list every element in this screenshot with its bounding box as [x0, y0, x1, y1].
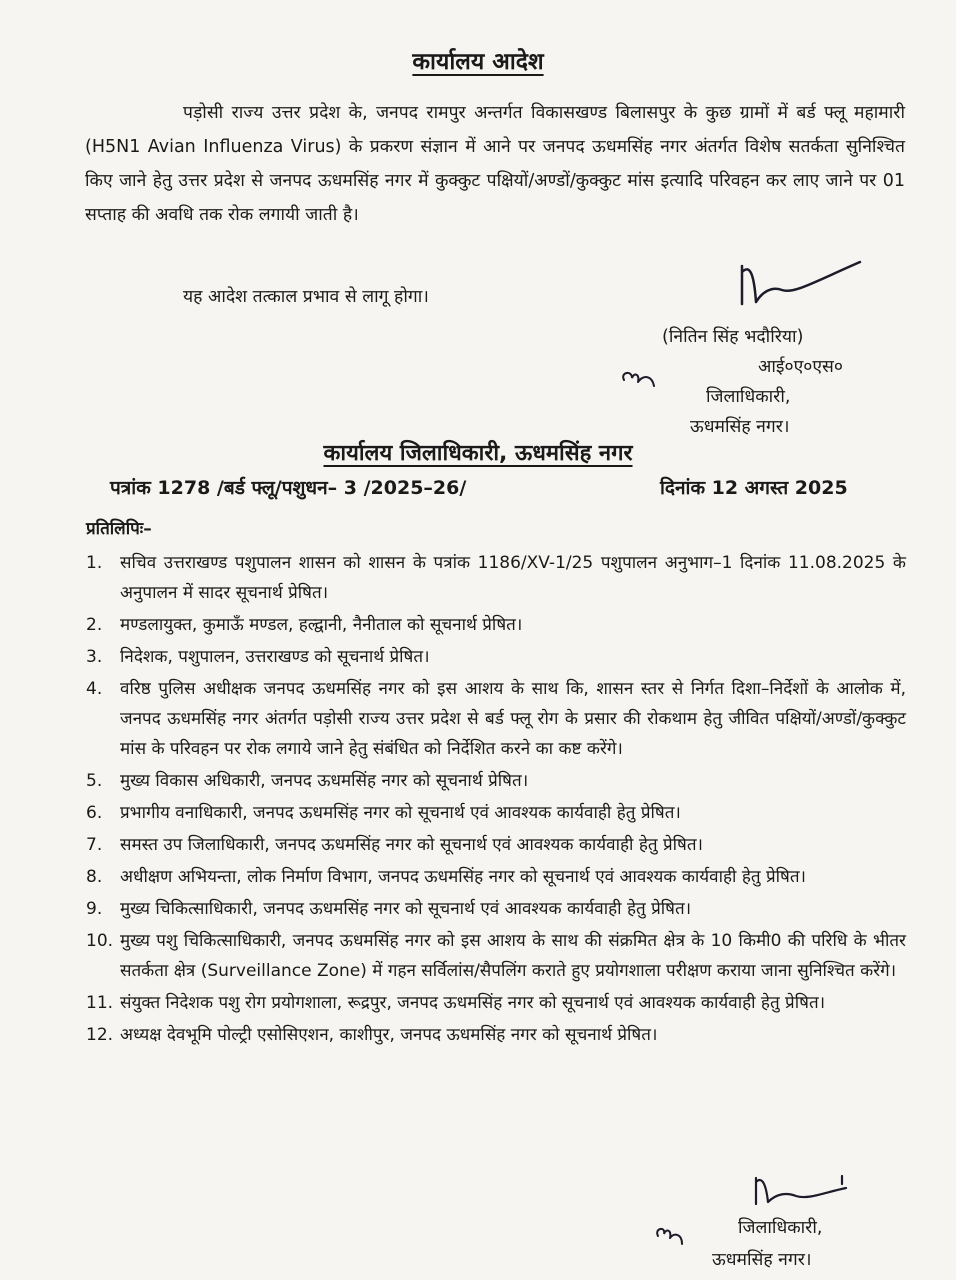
- copy-item-number: 7.: [86, 835, 103, 855]
- copy-item-number: 1.: [86, 553, 103, 573]
- reference-line: [110, 474, 910, 500]
- copy-item-text: निदेशक, पशुपालन, उत्तराखण्ड को सूचनार्थ प्रेषित।: [120, 647, 430, 667]
- copy-item-number: 3.: [86, 647, 103, 667]
- copy-item-text: अध्यक्ष देवभूमि पोल्ट्री एसोसिएशन, काशीपुर, जनपद ऊधमसिंह नगर को सूचनार्थ प्रेषित।: [120, 1025, 658, 1045]
- copy-item-number: 11.: [86, 993, 114, 1013]
- reference-number: पत्रांक 1278 /बर्ड फ्लू/पशुधन– 3 /2025–26/: [110, 477, 467, 499]
- copy-item: [86, 674, 906, 764]
- copy-item-number: 9.: [86, 899, 103, 919]
- copy-item-number: 5.: [86, 771, 103, 791]
- copy-item: [86, 926, 906, 986]
- copy-item-number: 10.: [86, 931, 114, 951]
- copy-item-text: सचिव उत्तराखण्ड पशुपालन शासन को शासन के पत्रांक 1186/XV-1/25 पशुपालन अनुभाग–1 दिनांक 11.08.2025 के अनुपालन में सादर सूचनार्थ प्रेषित।: [120, 553, 906, 603]
- order-paragraph-effect: यह आदेश तत्काल प्रभाव से लागू होगा।: [183, 287, 429, 307]
- signatory-designation: जिलाधिकारी,: [706, 387, 791, 407]
- copy-item: [86, 642, 906, 672]
- copy-item-number: 2.: [86, 615, 103, 635]
- signatory-block: [662, 322, 843, 442]
- copy-item-text: प्रभागीय वनाधिकारी, जनपद ऊधमसिंह नगर को सूचनार्थ एवं आवश्यक कार्यवाही हेतु प्रेषित।: [120, 803, 681, 823]
- copy-item-text: संयुक्त निदेशक पशु रोग प्रयोगशाला, रूद्रपुर, जनपद ऊधमसिंह नगर को सूचनार्थ एवं आवश्यक कार्यवाही हेतु प्रेषित।: [120, 993, 826, 1013]
- copy-item: [86, 548, 906, 608]
- office-header: कार्यालय जिलाधिकारी, ऊधमसिंह नगर: [323, 441, 633, 466]
- reference-date: दिनांक 12 अगस्त 2025: [660, 477, 848, 499]
- copy-item-number: 6.: [86, 803, 103, 823]
- signatory-district: ऊधमसिंह नगर।: [690, 417, 790, 437]
- footer-designation: जिलाधिकारी,: [738, 1218, 823, 1238]
- copy-item: [86, 862, 906, 892]
- signatory-service: आई०ए०एस०: [758, 357, 843, 377]
- signature-top: [728, 252, 868, 312]
- initials-mark-bottom: [652, 1222, 688, 1248]
- footer-signatory-block: [712, 1212, 822, 1276]
- signatory-name: (नितिन सिंह भदौरिया): [662, 327, 804, 347]
- copy-item-text: मुख्य पशु चिकित्साधिकारी, जनपद ऊधमसिंह नगर को इस आशय के साथ की संक्रमित क्षेत्र के 10 किमी0 की परिधि के भीतर सतर्कता क्षेत्र (Surveillance Zone) में गहन सर्विलांस/सैपलिंग कराते हुए प्रयोगशाला परीक्षण कराया जाना सुनिश्चित करेंगे।: [120, 931, 906, 981]
- copy-item: [86, 766, 906, 796]
- copy-item-text: मुख्य विकास अधिकारी, जनपद ऊधमसिंह नगर को सूचनार्थ प्रेषित।: [120, 771, 529, 791]
- copy-item-number: 4.: [86, 679, 103, 699]
- copy-list: [86, 548, 906, 1052]
- copy-item: [86, 1020, 906, 1050]
- copy-item: [86, 988, 906, 1018]
- copy-item: [86, 894, 906, 924]
- copy-item-text: मुख्य चिकित्साधिकारी, जनपद ऊधमसिंह नगर को सूचनार्थ एवं आवश्यक कार्यवाही हेतु प्रेषित।: [120, 899, 692, 919]
- copy-item-number: 8.: [86, 867, 103, 887]
- copy-item: [86, 798, 906, 828]
- copy-item-text: मण्डलायुक्त, कुमाऊँ मण्डल, हल्द्वानी, नैनीताल को सूचनार्थ प्रेषित।: [120, 615, 523, 635]
- copy-item-number: 12.: [86, 1025, 114, 1045]
- copy-label: प्रतिलिपिः–: [86, 519, 152, 539]
- document-title: कार्यालय आदेश: [412, 49, 544, 75]
- copy-item: [86, 610, 906, 640]
- copy-item-text: अधीक्षण अभियन्ता, लोक निर्माण विभाग, जनपद ऊधमसिंह नगर को सूचनार्थ एवं आवश्यक कार्यवाही हेतु प्रेषित।: [120, 867, 806, 887]
- copy-item-text: समस्त उप जिलाधिकारी, जनपद ऊधमसिंह नगर को सूचनार्थ एवं आवश्यक कार्यवाही हेतु प्रेषित।: [120, 835, 704, 855]
- footer-district: ऊधमसिंह नगर।: [712, 1250, 812, 1270]
- initials-mark-top: [618, 368, 658, 392]
- signature-bottom: [746, 1170, 856, 1210]
- order-paragraph-main: पड़ोसी राज्य उत्तर प्रदेश के, जनपद रामपुर अन्तर्गत विकासखण्ड बिलासपुर के कुछ ग्रामों में बर्ड फ्लू महामारी (H5N1 Avian Influenza Virus) के प्रकरण संज्ञान में आने पर जनपद ऊधमसिंह नगर अंतर्गत विशेष सतर्कता सुनिश्चित किए जाने हेतु उत्तर प्रदेश से जनपद ऊधमसिंह नगर में कुक्कुट पक्षियों/अण्डों/कुक्कुट मांस इत्यादि परिवहन कर लाए जाने पर 01 सप्ताह की अवधि तक रोक लगायी जाती है।: [85, 103, 905, 225]
- copy-item-text: वरिष्ठ पुलिस अधीक्षक जनपद ऊधमसिंह नगर को इस आशय के साथ कि, शासन स्तर से निर्गत दिशा–निर्देशों के आलोक में, जनपद ऊधमसिंह नगर अंतर्गत पड़ोसी राज्य उत्तर प्रदेश से बर्ड फ्लू रोग के प्रसार की रोकथाम हेतु जीवित पक्षियों/अण्डों/कुक्कुट मांस के परिवहन पर रोक लगाये जाने हेतु संबंधित को निर्देशित करने का कष्ट करेंगे।: [120, 679, 906, 759]
- copy-item: [86, 830, 906, 860]
